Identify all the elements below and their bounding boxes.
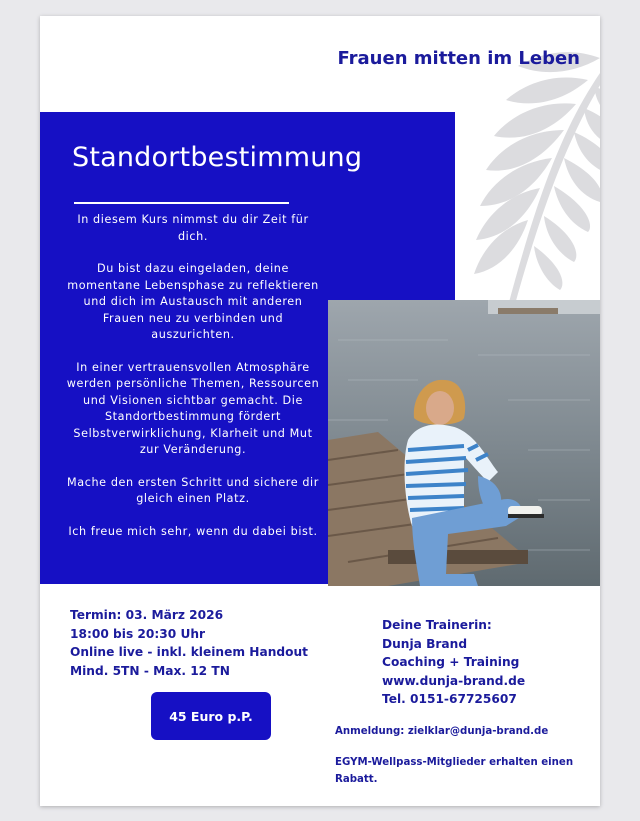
event-details: [70, 606, 330, 680]
course-description: [62, 212, 324, 556]
course-title: Standortbestimmung: [72, 142, 363, 173]
trainer-business: Coaching + Training: [382, 655, 520, 670]
trainer-website[interactable]: www.dunja-brand.de: [382, 673, 526, 688]
tagline: Frauen mitten im Leben: [337, 48, 580, 69]
description-paragraph: Ich freue mich sehr, wenn du dabei bist.: [68, 524, 318, 538]
flyer-page: [40, 16, 600, 806]
event-date: Termin: 03. März 2026: [70, 608, 224, 622]
description-paragraph: Du bist dazu eingeladen, deine momentane Lebensphase zu reflektieren und dich im Austausch mit anderen Frauen neu zu verbinden und auszurichten.: [67, 262, 319, 341]
registration-email[interactable]: Anmeldung: zielklar@dunja-brand.de: [335, 726, 549, 737]
price-badge: 45 Euro p.P.: [151, 692, 271, 740]
trainer-heading: Deine Trainerin:: [382, 618, 492, 632]
trainer-contact: [382, 616, 582, 709]
discount-notice: EGYM-Wellpass-Mitglieder erhalten einen Rabatt.: [335, 757, 574, 785]
trainer-phone[interactable]: Tel. 0151-67725607: [382, 692, 517, 707]
event-format: Online live - inkl. kleinem Handout: [70, 645, 309, 659]
description-paragraph: In einer vertrauensvollen Atmosphäre werden persönliche Themen, Ressourcen und Visionen sichtbar gemacht. Die Standortbestimmung fördert Selbstverwirklichung, Klarheit und Mut zur Veränderung.: [66, 360, 320, 456]
event-time: 18:00 bis 20:30 Uhr: [70, 626, 206, 641]
description-paragraph: Mache den ersten Schritt und sichere dir gleich einen Platz.: [67, 475, 319, 505]
description-paragraph: In diesem Kurs nimmst du dir Zeit für dich.: [77, 213, 309, 243]
title-divider: [74, 202, 289, 204]
participant-limits: Mind. 5TN - Max. 12 TN: [70, 663, 230, 678]
trainer-photo: [328, 300, 600, 586]
trainer-name: Dunja Brand: [382, 636, 468, 651]
